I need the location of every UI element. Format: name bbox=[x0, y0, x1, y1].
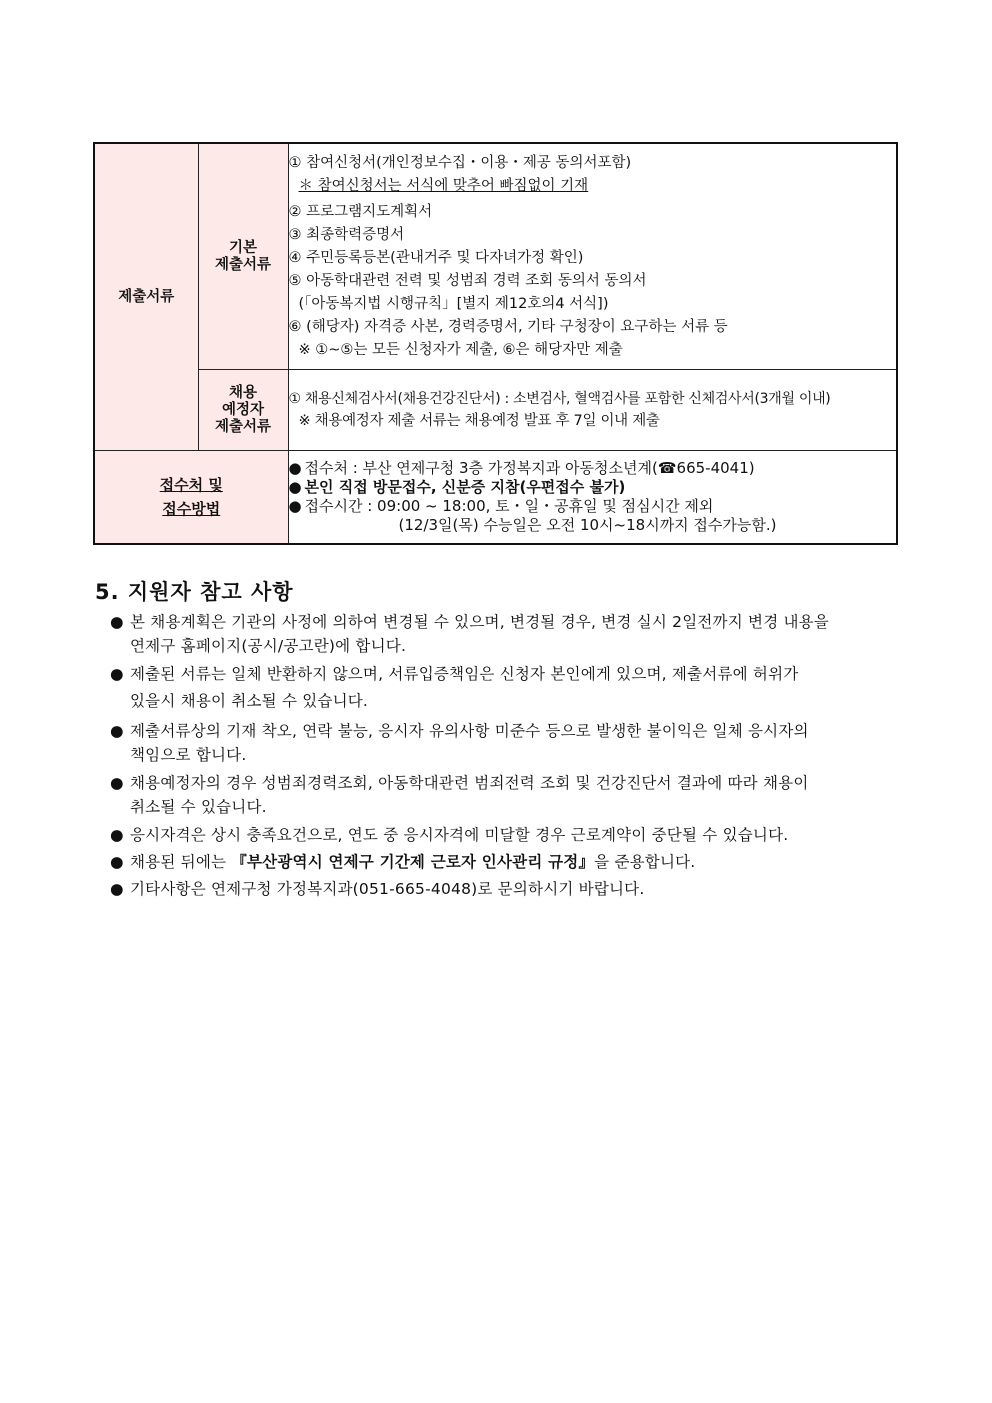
hire-items-cell bbox=[288, 370, 897, 451]
basic-item-5-form: (「아동복지법 시행규칙」[별지 제12호의4 서식]) bbox=[298, 295, 609, 312]
hire-item-note: ※ 채용예정자 제출 서류는 채용예정 발표 후 7일 이내 제출 bbox=[298, 413, 660, 429]
basic-item-6: ⑥ (해당자) 자격증 사본, 경력증명서, 기타 구청장이 요구하는 서류 등 bbox=[288, 318, 728, 335]
hire-header-line-1: 채용 bbox=[228, 384, 257, 401]
application-table bbox=[93, 142, 898, 545]
basic-item-1: ① 참여신청서(개인정보수집・이용・제공 동의서포함) bbox=[288, 154, 632, 171]
docs-header-cell bbox=[94, 143, 198, 451]
reception-item-3: ● 접수시간 : 09:00 ~ 18:00, 토・일・공휴일 및 점심시간 제외 bbox=[288, 497, 714, 515]
hire-header-cell bbox=[198, 370, 288, 451]
hire-item-1: ① 채용신체검사서(채용건강진단서) : 소변검사, 혈액검사를 포함한 신체검사서(3개월 이내) bbox=[288, 391, 831, 407]
note-item-4: ● 채용예정자의 경우 성범죄경력조회, 아동학대관련 범죄전력 조회 및 건강진단서 결과에 따라 채용이 취소될 수 있습니다. bbox=[110, 774, 809, 816]
notes-list bbox=[110, 610, 920, 904]
note-item-6: ● 채용된 뒤에는 『부산광역시 연제구 기간제 근로자 인사관리 규정』을 준용합니다. bbox=[110, 853, 696, 871]
basic-item-5: ⑤ 아동학대관련 전력 및 성범죄 경력 조회 동의서 동의서 bbox=[288, 272, 647, 289]
note-item-3: ● 제출서류상의 기재 착오, 연락 불능, 응시자 유의사항 미준수 등으로 발생한 불이익은 일체 응시자의 책임으로 합니다. bbox=[110, 722, 809, 764]
note-item-1: ● 본 채용계획은 기관의 사정에 의하여 변경될 수 있으며, 변경될 경우, 변경 실시 2일전까지 변경 내용을 연제구 홈페이지(공시/공고란)에 합니다. bbox=[110, 613, 830, 655]
reception-header-line-1: 접수처 및 bbox=[159, 476, 223, 494]
section-title: 5. 지원자 참고 사항 bbox=[95, 580, 294, 604]
basic-header-cell bbox=[198, 143, 288, 370]
docs-header: 제출서류 bbox=[118, 288, 175, 305]
note-item-7: ● 기타사항은 연제구청 가정복지과(051-665-4048)로 문의하시기 바랍니다. bbox=[110, 880, 645, 898]
note-item-2: ● 제출된 서류는 일체 반환하지 않으며, 서류입증책임은 신청자 본인에게 있으며, 제출서류에 허위가 있을시 채용이 취소될 수 있습니다. bbox=[110, 665, 799, 710]
basic-item-4: ④ 주민등록등본(관내거주 및 다자녀가정 확인) bbox=[288, 249, 584, 266]
basic-item-footnote: ※ ①~⑤는 모든 신청자가 제출, ⑥은 해당자만 제출 bbox=[298, 341, 623, 358]
reception-header-cell bbox=[94, 451, 288, 545]
reception-items-cell bbox=[288, 451, 897, 545]
basic-item-3: ③ 최종학력증명서 bbox=[288, 226, 405, 243]
basic-docs-row bbox=[94, 143, 897, 370]
basic-item-note: ＊ 참여신청서는 서식에 맞추어 빠짐없이 기재 bbox=[298, 177, 589, 194]
reception-row bbox=[94, 451, 897, 545]
reception-header-line-2: 접수방법 bbox=[162, 500, 221, 518]
hire-docs-row bbox=[94, 370, 897, 451]
basic-header-line-1: 기본 bbox=[228, 239, 257, 256]
basic-header-line-2: 제출서류 bbox=[214, 256, 272, 273]
hire-header-line-2: 예정자 bbox=[221, 401, 265, 418]
basic-items-cell bbox=[288, 143, 897, 370]
reception-item-4: (12/3일(목) 수능일은 오전 10시~18시까지 접수가능함.) bbox=[398, 516, 777, 534]
note-item-5: ● 응시자격은 상시 충족요건으로, 연도 중 응시자격에 미달할 경우 근로계약이 중단될 수 있습니다. bbox=[110, 826, 789, 844]
reception-item-2: ● 본인 직접 방문접수, 신분증 지참(우편접수 불가) bbox=[288, 478, 626, 496]
basic-item-2: ② 프로그램지도계획서 bbox=[288, 203, 433, 220]
reception-item-1: ● 접수처 : 부산 연제구청 3층 가정복지과 아동청소년계(☎665-4041) bbox=[288, 459, 755, 477]
hire-header-line-3: 제출서류 bbox=[214, 418, 272, 435]
